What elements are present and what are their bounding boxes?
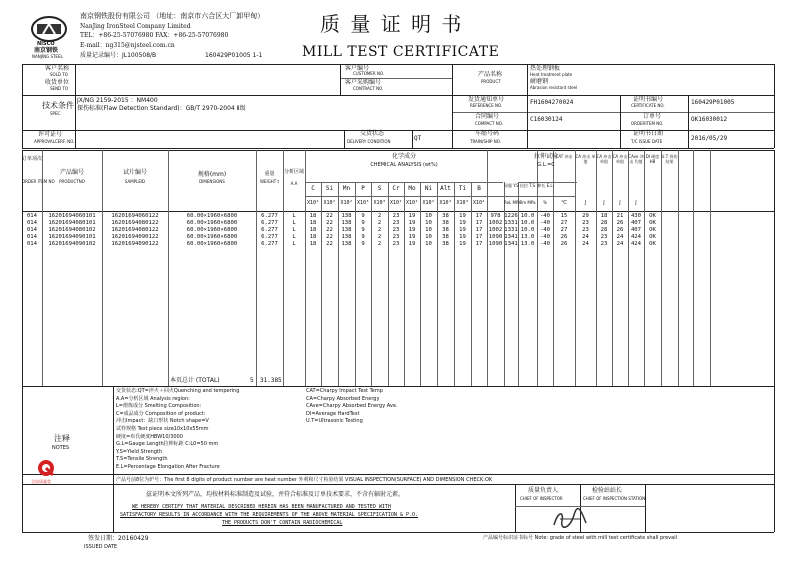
tel-fax: TEL：+86-25-57076980 FAX：+86-25-57076980 (80, 32, 229, 39)
product-value-3: 耐磨钢 (530, 78, 549, 85)
table-cell: 1226 (504, 213, 518, 219)
table-cell: 9 (361, 241, 365, 247)
note-left-item: 冲击Impact：缺口形状 Notch shape=V (116, 418, 209, 425)
table-cell: 24 (616, 241, 624, 247)
table-cell: 2 (377, 227, 382, 233)
note-left-item: T.S=Tensile Strength (116, 456, 168, 463)
train-en: TRAIN/SHIP NO. (470, 139, 501, 144)
table-cell: 26 (616, 227, 624, 233)
table-cell: 014 (26, 241, 38, 247)
record-no: 质量记录编号：JL100508/B (80, 52, 157, 59)
product-value-1: 热处理钢板 (530, 65, 561, 72)
table-cell: 38 (442, 241, 449, 247)
heat-number-note: 产品号前8位为炉号：The first 8 digits of product number are heat number 外观和尺寸检验结果 VISUAL INSPECTION(SURFACE) AND DIMENSION CHECK:OK (116, 477, 493, 483)
header-product-no-en: PRODUCTNO (59, 179, 85, 184)
table-cell: -40 (539, 234, 551, 240)
issue-label: 证明书日期 (633, 130, 664, 137)
header-chem: 化学成分 (391, 153, 416, 160)
table-cell: 29 (582, 213, 589, 219)
spec-label: 技术条件 (42, 101, 74, 110)
header-impact-col-5: DI 硬度 HB (645, 154, 660, 165)
table-cell: L (292, 227, 296, 233)
header-tensile-col-1: 抗拉 T.S (519, 183, 536, 188)
table-cell: 27 (560, 220, 568, 226)
note-left-item: E.L=Percentage Elongation After Fracture (116, 464, 220, 470)
header-factor-b: X10⁴ (472, 200, 486, 206)
table-cell: 18 (309, 220, 317, 226)
table-cell: -40 (539, 220, 551, 226)
table-cell: -40 (539, 241, 551, 247)
header-tensile-col-2: 伸长 E.L (537, 183, 553, 188)
header-dim: 规格(mm) (197, 171, 227, 178)
header-impact-col-3: CA 冲击 单值 (612, 154, 628, 165)
company-line: 南京钢铁股份有限公司 （地址：南京市六合区大厂卸甲甸） (80, 12, 265, 20)
inspector-signature (550, 507, 590, 531)
quality-stamp (26, 458, 66, 488)
header-element-ti: Ti (458, 185, 467, 192)
delivery-value: QT (414, 135, 422, 142)
logo-cn: 南京钢铁 (34, 47, 59, 54)
table-cell: 014 (26, 213, 38, 219)
header-tensile-unit-1: Rm MPa (519, 200, 536, 205)
header-impact-unit-3: J (619, 200, 621, 206)
table-cell: 16201694090101 (48, 234, 96, 240)
certify-cn: 兹证明本文所列产品，均按材料标准制造及试验，并符合标准及订单技术要求，不含有辐射元素。 (146, 491, 405, 498)
reference-en: REFERENCE NO. (470, 103, 503, 108)
table-row (22, 242, 774, 249)
table-cell: 60.00×1960×6800 (186, 213, 238, 219)
reference-label: 发货通知单号 (468, 96, 505, 103)
notes-title: 注释 (54, 434, 70, 443)
table-cell: 38 (442, 220, 449, 226)
header-impact-unit-4: J (635, 200, 637, 206)
table-cell: OK (649, 213, 656, 219)
table-cell: 9 (361, 220, 365, 226)
company-logo (29, 14, 69, 59)
table-cell: 16201694060122 (111, 213, 159, 219)
header-factor-mn: X10² (340, 200, 353, 206)
table-cell: 18 (309, 241, 317, 247)
header-impact-unit-0: ℃ (561, 200, 567, 206)
table-cell: 9 (361, 234, 365, 240)
table-cell: 19 (408, 220, 416, 226)
product-label: 产品名称 (478, 71, 503, 78)
table-cell: 2 (377, 213, 382, 219)
table-cell: 2 (377, 241, 382, 247)
table-cell: 13.0 (520, 234, 535, 240)
table-cell: 26 (560, 234, 568, 240)
table-cell: 38 (442, 234, 449, 240)
header-element-mn: Mn (342, 185, 351, 192)
table-cell: 014 (26, 220, 38, 226)
table-cell: 1341 (504, 234, 518, 240)
table-cell: 24 (582, 234, 589, 240)
table-cell: OK (649, 234, 656, 240)
table-cell: 16201694060101 (48, 213, 96, 219)
table-cell: 6.277 (261, 241, 278, 247)
table-cell: 6.277 (261, 234, 278, 240)
header-sample-no-en: SAMPLEID (124, 179, 146, 184)
send-to-en: SEND TO (50, 86, 69, 91)
company-en: NanJing IronSteel Company Limited (80, 23, 191, 30)
sold-to-label: 客户名称 (45, 65, 70, 72)
table-cell: 138 (341, 241, 352, 247)
table-cell: 16201694080122 (111, 227, 159, 233)
table-cell: L (292, 220, 296, 226)
table-cell: 1331 (504, 227, 518, 233)
note-right-item: CA=Charpy Absorbed Energy (306, 395, 380, 402)
table-cell: 23 (392, 220, 400, 226)
header-factor-si: X10² (323, 200, 336, 206)
header-impact-col-6: U.T 探伤 结果 (661, 154, 678, 165)
contract-label: 客户采购编号 (345, 79, 382, 86)
header-element-c: C (311, 185, 315, 192)
ordered-label: 订单号 (643, 113, 662, 120)
table-cell: 10.0 (520, 220, 535, 226)
table-cell: 10 (425, 227, 432, 233)
table-cell: 38 (442, 213, 449, 219)
table-cell: 138 (341, 220, 352, 226)
table-cell: L (292, 241, 296, 247)
table-cell: 22 (326, 234, 333, 240)
header-factor-alt: X10³ (439, 200, 452, 206)
header-tensile-unit-2: % (543, 200, 547, 205)
certificate-label: 证明书编号 (633, 96, 664, 103)
issue-en: T/C ISSUE DATE (631, 139, 663, 144)
table-cell: 17 (475, 227, 483, 233)
note-left-item: L=熔炼成分 Smelting Composition: (116, 403, 202, 410)
table-cell: L (292, 234, 296, 240)
table-cell: 1331 (504, 220, 518, 226)
header-factor-s: X10³ (373, 200, 386, 206)
email: E-mail：ng315@njsteel.com.cn (80, 42, 175, 49)
header-impact-col-4: CAve 冲击 均值 (628, 154, 644, 165)
table-cell: OK (649, 227, 656, 233)
table-cell: 424 (630, 241, 642, 247)
header-element-alt: Alt (440, 185, 451, 192)
note-left-item: 试样规格 Test piece size10x10x55mm (116, 426, 209, 432)
table-cell: 13.0 (520, 241, 535, 247)
table-cell: 19 (408, 213, 416, 219)
table-cell: 16201694080101 (48, 220, 96, 226)
table-cell: OK (649, 220, 656, 226)
chief-label: 质量负责人 (528, 487, 559, 494)
note-left-item: 交货状态:QT=淬火＋回火Quenching and tempering (116, 388, 240, 394)
table-cell: 21 (616, 213, 624, 219)
table-cell: 014 (26, 234, 38, 240)
header-element-mo: Mo (408, 185, 416, 192)
train-label: 车船号码 (475, 130, 500, 137)
table-cell: 60.00×1960×6800 (186, 234, 238, 240)
table-cell: 2 (377, 220, 382, 226)
issued-date: 签发日期：20160429 (88, 535, 149, 542)
table-cell: 978 (490, 213, 501, 219)
chief-en: CHIEF OF INSPECTOR (520, 496, 563, 501)
table-cell: 18 (309, 234, 317, 240)
header-anal-en: A.A (290, 181, 298, 186)
note-left-item: C=成品成分 Composition of product: (116, 410, 206, 417)
station-en: CHIEF OF INSPECTION STATION (583, 496, 646, 501)
header-element-ni: Ni (424, 185, 433, 192)
product-value-4: Abrasion resistant steel (530, 85, 578, 90)
header-factor-ti: X10³ (456, 200, 469, 206)
table-cell: 23 (392, 227, 400, 233)
table-cell: 1002 (488, 227, 503, 233)
table-cell: -40 (539, 227, 551, 233)
table-cell: 22 (326, 241, 333, 247)
title-en: MILL TEST CERTIFICATE (302, 44, 500, 60)
approval-label: 许可证号 (38, 131, 63, 138)
customer-no-en: CUSTOMER NO. (353, 71, 385, 76)
table-cell: 23 (392, 241, 400, 247)
table-cell: 6.277 (261, 220, 278, 226)
header-tensile-unit-0: ReL MPa (504, 200, 521, 205)
table-cell: 22 (326, 213, 333, 219)
certify-en-3: THE PRODUCTS DON'T CONTAIN RADIOCHEMICAL (222, 520, 343, 526)
table-cell: 138 (341, 234, 352, 240)
table-cell: OK (649, 241, 656, 247)
delivery-label: 交货状态 (360, 130, 385, 137)
table-cell: 10 (425, 213, 432, 219)
cert-code: 160429P01005 1-1 (205, 52, 263, 59)
total-weight: 31.385 (260, 377, 282, 384)
table-cell: 10.0 (520, 227, 535, 233)
header-impact-col-2: CA 冲击 单值 (596, 154, 612, 165)
table-cell: 23 (600, 234, 608, 240)
header-factor-ni: X10² (422, 200, 435, 206)
table-cell: 1341 (504, 241, 518, 247)
table-cell: L (292, 213, 296, 219)
approval-en: APPROVALCERF. NO. (34, 139, 75, 144)
certificate-value: 160429P01005 (691, 99, 735, 106)
table-cell: 23 (582, 227, 589, 233)
header-order-item: 订单项次 (22, 156, 43, 162)
table-cell: 17 (475, 234, 483, 240)
table-cell: 19 (459, 213, 466, 219)
table-cell: 407 (630, 220, 642, 226)
header-factor-mo: X10² (405, 200, 419, 206)
table-cell: 60.00×1960×6800 (186, 227, 238, 233)
header-impact-unit-1: J (584, 200, 587, 206)
table-cell: 19 (408, 241, 416, 247)
table-cell: 19 (459, 241, 466, 247)
total-count: 5 (250, 377, 254, 384)
delivery-en: DELIVERY CONDITION (347, 139, 391, 144)
total-label: 本页总计 (TOTAL) (170, 377, 220, 384)
footnote: 产品编号标识证书标号 Note: grade of steel with mill test certificate shall prevail (483, 535, 677, 541)
header-factor-c: X10² (306, 200, 320, 206)
table-cell: 16201694090122 (111, 241, 159, 247)
certify-en-1: WE HEREBY CERTIFY THAT MATERIAL DESCRIBED HEREIN HAS BEEN MANUFACTURED AND TESTED WITH (132, 504, 391, 510)
table-cell: 23 (392, 213, 400, 219)
note-right-item: DI=Average HardTest (306, 410, 360, 417)
logo-text: NISCO (37, 41, 55, 47)
table-cell: -40 (539, 213, 551, 219)
table-cell: 18 (309, 227, 317, 233)
header-tensile-en: G.L.=C (537, 162, 555, 168)
table-cell: 23 (600, 241, 608, 247)
header-element-cr: Cr (392, 185, 400, 192)
header-weight-en: WEIGHT t (259, 179, 280, 184)
table-cell: 407 (630, 227, 642, 233)
title-cn: 质 量 证 明 书 (320, 12, 464, 36)
table-cell: 26 (560, 241, 568, 247)
table-cell: 22 (326, 227, 333, 233)
table-cell: 014 (26, 227, 38, 233)
issued-date-en: ISSUED DATE (84, 544, 118, 550)
table-cell: 19 (408, 227, 416, 233)
table-cell: 10 (425, 241, 432, 247)
table-cell: 430 (630, 213, 642, 219)
table-cell: 18 (309, 213, 317, 219)
sold-to-en: SOLD TO (50, 72, 68, 77)
header-sample-no: 试片编号 (122, 169, 147, 176)
customer-no-label: 客户编号 (345, 65, 370, 72)
product-en: PRODUCT (481, 79, 501, 84)
table-cell: 138 (341, 227, 352, 233)
table-cell: 17 (475, 220, 483, 226)
note-right-item: CAT=Charpy Impact Test Temp (306, 388, 383, 394)
header-product-no: 产品编号 (59, 169, 84, 176)
contract-en: CONTRACT NO. (353, 86, 384, 91)
table-cell: 38 (442, 227, 449, 233)
table-cell: 19 (459, 220, 466, 226)
send-to-label: 收货单位 (45, 79, 70, 86)
issue-value: 2016/05/29 (691, 135, 728, 142)
header-tensile-col-0: 屈服 Y.S (504, 183, 519, 188)
header-tensile: 拉伸试验 (533, 153, 558, 160)
table-cell: 60.00×1960×6800 (186, 220, 238, 226)
table-cell: 6.277 (261, 213, 278, 219)
table-cell: 17 (475, 213, 483, 219)
note-right-item: CAve=Charpy Absorbed Energy Ave. (306, 403, 398, 410)
spec-value-1: JX/NG 2159-2015 ：NM400 (77, 97, 158, 104)
table-cell: 1002 (488, 220, 503, 226)
table-cell: 2 (377, 234, 382, 240)
table-cell: 19 (459, 227, 466, 233)
table-cell: 18 (600, 213, 608, 219)
header-element-b: B (477, 185, 481, 192)
logo-en: NANJING STEEL (32, 54, 63, 59)
table-cell: 22 (326, 220, 333, 226)
table-cell: 9 (361, 227, 365, 233)
stamp-text: 全国质量奖 (31, 479, 51, 484)
compact-value: C16030124 (530, 116, 563, 123)
header-impact-unit-2: J (603, 200, 605, 206)
header-impact-col-1: CA 冲击 单值 (575, 154, 596, 165)
certificate-en: CERTIFICATE NO. (631, 103, 665, 108)
table-cell: 24 (582, 241, 589, 247)
header-anal: 分析区域 (283, 169, 304, 175)
table-cell: 10.0 (520, 213, 535, 219)
table-cell: 10 (425, 234, 432, 240)
table-cell: 9 (361, 213, 365, 219)
header-order-item-en: ORDER ITEM NO (22, 179, 55, 184)
table-cell: 10 (425, 220, 432, 226)
header-dim-en: DIMENSIONS (199, 179, 225, 184)
header-impact-col-0: CAT 冲击 (555, 154, 573, 159)
table-cell: 28 (600, 227, 608, 233)
compact-en: COMPACT NO. (475, 121, 503, 126)
spec-en: SPEC (50, 111, 61, 116)
spec-value-2: 探伤标准(Flaw Detection Standard)：GB/T 2970-2004 Ⅱ级 (77, 105, 246, 112)
table-cell: 17 (475, 241, 483, 247)
note-left-item: A.A=分析区域 Analysis region: (116, 395, 190, 402)
product-value-2: Heat treatment plate (530, 72, 573, 77)
table-cell: 138 (341, 213, 352, 219)
note-left-item: G.L=Gauge Length拉伸标距 C:L0=50 mm (116, 441, 219, 448)
table-cell: 16201694080122 (111, 220, 159, 226)
table-cell: 16201694080102 (48, 227, 96, 233)
header-element-s: S (377, 185, 382, 192)
station-label: 检验站站长 (592, 487, 623, 494)
compact-label: 合同编号 (475, 113, 500, 120)
header-element-p: P (361, 185, 365, 192)
table-cell: 424 (630, 234, 642, 240)
certify-en-2: SATISFACTORY RESULTS IN ACCORDANCE WITH THE REQUIREMENTS OF THE ABOVE MATERIAL SPECIFICATION & P.O. (120, 512, 419, 518)
header-chem-en: CHEMICAL ANALYSIS (wt%) (370, 162, 438, 168)
table-cell: 23 (392, 234, 400, 240)
table-cell: 23 (582, 220, 589, 226)
table-cell: 16201694090122 (111, 234, 159, 240)
table-cell: 19 (459, 234, 466, 240)
table-cell: 6.277 (261, 227, 278, 233)
note-left-item: 硬度=布氏硬度HBW10/3000 (116, 433, 183, 440)
table-cell: 28 (600, 220, 608, 226)
table-cell: 1090 (488, 241, 503, 247)
table-cell: 15 (560, 213, 568, 219)
notes-title-en: NOTES (52, 445, 70, 451)
table-cell: 60.00×1960×6800 (186, 241, 238, 247)
table-cell: 24 (616, 234, 624, 240)
ordered-en: ORDERITEM NO. (631, 121, 664, 126)
table-cell: 1090 (488, 234, 503, 240)
table-cell: 19 (408, 234, 416, 240)
header-weight: 重量 (264, 171, 275, 177)
table-cell: 16201694090102 (48, 241, 96, 247)
ordered-value: OK16030012 (691, 116, 728, 123)
header-factor-cr: X10² (389, 200, 403, 206)
table-cell: 27 (560, 227, 568, 233)
reference-value: FH1604270024 (530, 99, 574, 106)
note-right-item: U.T=Ultrasonic Testing (306, 418, 363, 425)
header-factor-p: X10³ (356, 200, 370, 206)
note-left-item: Y.S=Yield Strength (116, 448, 163, 455)
table-cell: 26 (616, 220, 624, 226)
header-element-si: Si (325, 185, 334, 192)
